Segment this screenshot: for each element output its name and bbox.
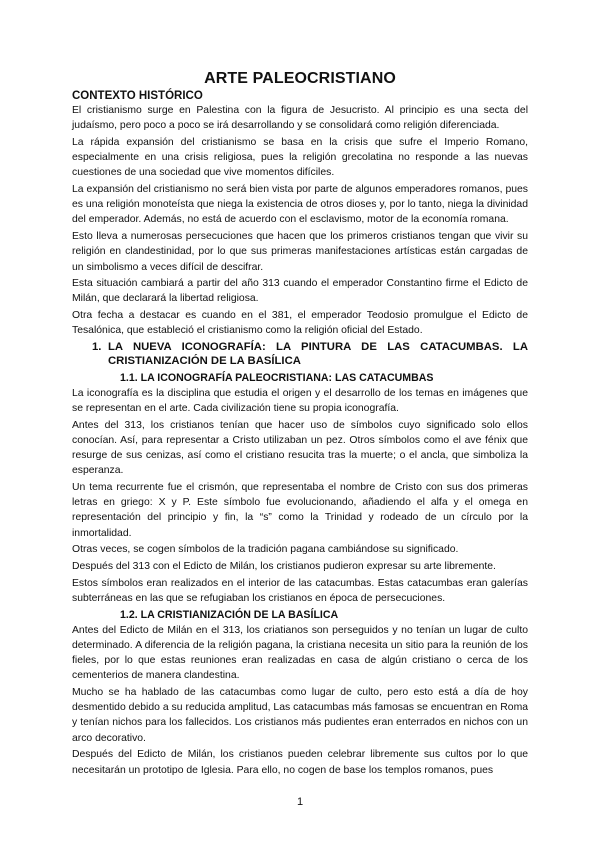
subsection-1-1-paragraph: Antes del 313, los cristianos tenían que hacer uso de símbolos cuyo significado solo ellos conocían. Así, para representar a Cristo utilizaban un pez. Otros símbolos como el ave fénix que resurge de sus cenizas, así como el cristiano resucita tras la muerte; o el ancla, que simboliza la esperanza. (72, 419, 528, 477)
context-paragraph: Otra fecha a destacar es cuando en el 381, el emperador Teodosio promulgue el Edicto de Tesalónica, que estableció el cristianismo como la religión oficial del Estado. (72, 310, 528, 337)
subsection-1-2-paragraph: Antes del Edicto de Milán en el 313, los criatianos son perseguidos y no tenían un lugar de culto determinado. A diferencia de la religión pagana, la cristiana necesita un sitio para la reunión de los fieles, por lo que estas reuniones eran realizadas en casa de algún cristiano o cerca de los cementerios de manera clandestina. (72, 624, 528, 682)
context-paragraph: El cristianismo surge en Palestina con la figura de Jesucristo. Al principio es una secta del judaísmo, pero poco a poco se irá desarrollando y se consolidará como religión diferenciada. (72, 105, 528, 132)
subsection-1-2-heading: 1.2. LA CRISTIANIZACIÓN DE LA BASÍLICA (120, 608, 339, 621)
context-paragraph: La expansión del cristianismo no será bien vista por parte de algunos emperadores romanos, pues es una religión monoteísta que niega la existencia de otros dioses y, por lo tanto, niega la divinidad del emperador. Además, no está de acuerdo con el esclavismo, motor de la economía romana. (72, 184, 528, 226)
subsection-1-1-paragraph: Un tema recurrente fue el crismón, que representaba el nombre de Cristo con sus dos primeras letras en griego: X y P. Este símbolo fue evolucionando, añadiendo el alfa y el omega en representación del principio y fin, la “s” como la Trinidad y rodeado de un círculo por la inmortalidad. (72, 482, 528, 539)
context-paragraph: Esta situación cambiará a partir del año 313 cuando el emperador Constantino firme el Edicto de Milán, que declarará la libertad religiosa. (72, 278, 528, 305)
subsection-1-1-heading: 1.1. LA ICONOGRAFÍA PALEOCRISTIANA: LAS CATACUMBAS (120, 371, 434, 384)
section-1-heading (92, 340, 528, 369)
document-page (72, 70, 528, 779)
context-paragraph: Esto lleva a numerosas persecuciones que hacen que los primeros cristianos tengan que vivir su religión en clandestinidad, por lo que sus primeras manifestaciones artísticas están cargadas de un simbolismo a veces difícil de descifrar. (72, 231, 528, 273)
subsection-1-1-paragraph: Estos símbolos eran realizados en el interior de las catacumbas. Estas catacumbas eran galerías subterráneas en las que se refugiaban los cristianos en época de persecuciones. (72, 577, 528, 604)
document-title: ARTE PALEOCRISTIANO (204, 70, 396, 87)
page-number: 1 (296, 796, 304, 808)
context-paragraph: La rápida expansión del cristianismo se basa en la crisis que sufre el Imperio Romano, especialmente en una crisis religiosa, pues la religión grecolatina no responde a las nuevas cuestiones de una sociedad que vive momentos difíciles. (72, 136, 528, 179)
subsection-1-1-paragraph: Otras veces, se cogen símbolos de la tradición pagana cambiándose su significado. (72, 544, 459, 556)
section-1-number: 1. (92, 341, 102, 354)
section-1-title: LA NUEVA ICONOGRAFÍA: LA PINTURA DE LAS CATACUMBAS. LA CRISTIANIZACIÓN DE LA BASÍLICA (108, 341, 528, 368)
subsection-1-2-paragraph: Mucho se ha hablado de las catacumbas como lugar de culto, pero esto está a día de hoy desmentido debido a su reducida amplitud, Las catacumbas más famosas se encuentran en Roma y tenían nichos para los fallecidos. Los cristianos más pudientes eran enterrados en nichos con un arco decorativo. (72, 687, 528, 744)
subsection-1-1-paragraph: La iconografía es la disciplina que estudia el origen y el desarrollo de los temas en imágenes que se representan en el arte. Cada civilización tiene su propia iconografía. (72, 387, 528, 415)
context-heading: CONTEXTO HISTÓRICO (72, 90, 203, 102)
subsection-1-2-paragraph: Después del Edicto de Milán, los cristianos pueden celebrar libremente sus cultos por lo que necesitarán un prototipo de Iglesia. Para ello, no cogen de base los templos romanos, pues (72, 749, 528, 776)
subsection-1-1-paragraph: Después del 313 con el Edicto de Milán, los cristianos pudieron expresar su arte libremente. (72, 561, 496, 573)
